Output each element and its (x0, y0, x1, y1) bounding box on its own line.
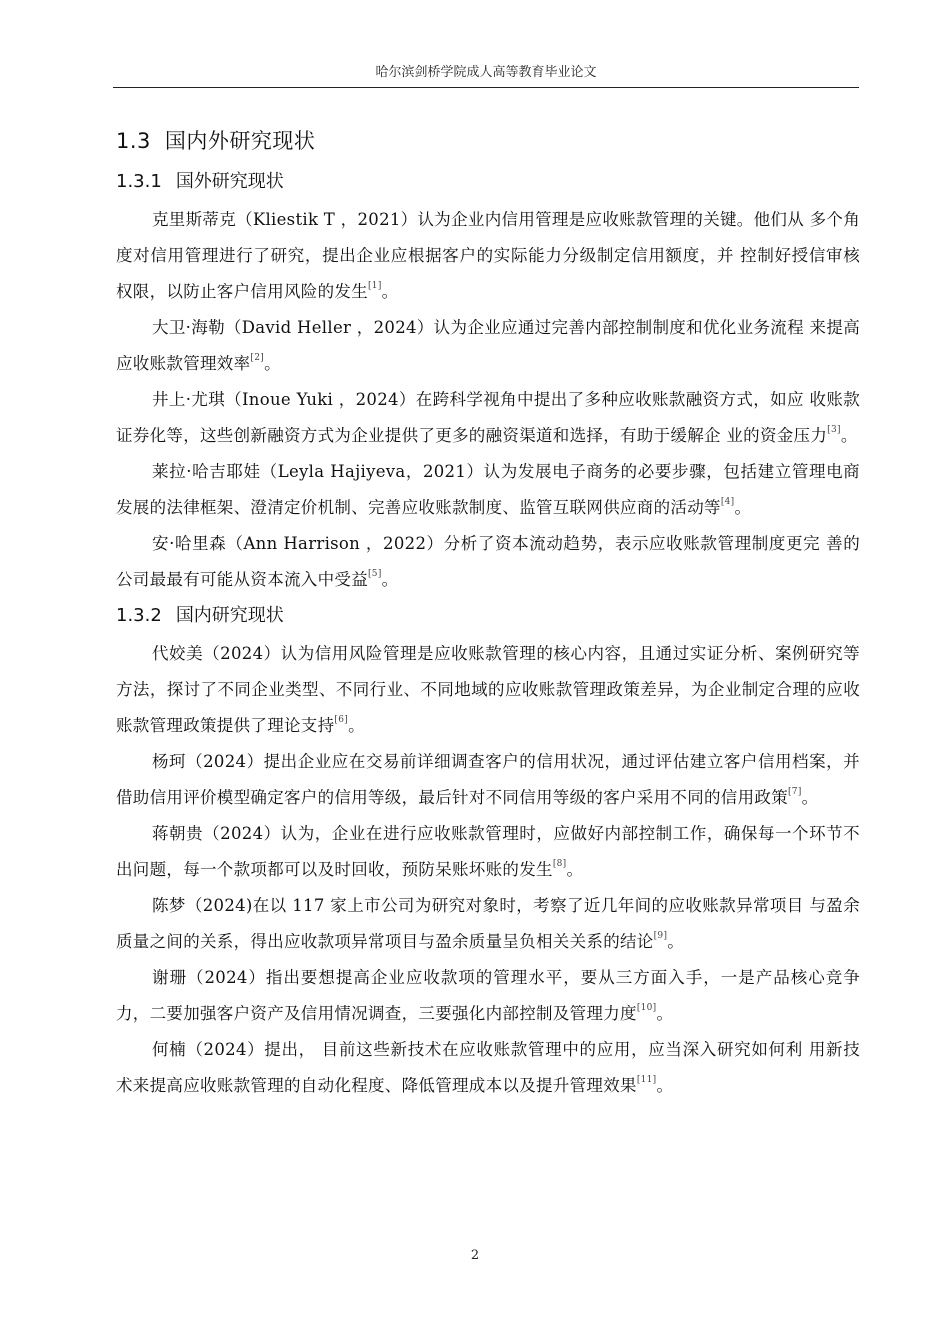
section-title: 国内外研究现状 (164, 129, 316, 153)
citation-ref: [4] (720, 497, 735, 507)
paragraph: 代姣美（2024）认为信用风险管理是应收账款管理的核心内容，且通过实证分析、案例研究等方法，探讨了不同企业类型、不同行业、不同地域的应收账款管理政策差异，为企业制定合理的应收账款管理政策提供了理论支持[6]。 (116, 644, 860, 735)
paragraph: 谢珊（2024）指出要想提高企业应收款项的管理水平，要从三方面入手，一是产品核心竞争力，二要加强客户资产及信用情况调查，三要强化内部控制及管理力度[10]。 (116, 968, 860, 1023)
citation-ref: [10] (636, 1003, 657, 1013)
subsection-title: 国外研究现状 (175, 171, 284, 192)
citation-ref: [9] (653, 931, 668, 941)
paragraph: 克里斯蒂克（Kliestik T ，2021）认为企业内信用管理是应收账款管理的关键。他们从 多个角度对信用管理进行了研究，提出企业应根据客户的实际能力分级制定信用额度，并 控制好授信审核权限，以防止客户信用风险的发生[1]。 (116, 210, 860, 301)
citation-ref: [5] (368, 569, 382, 579)
paragraph: 安·哈里森（Ann Harrison ，2022）分析了资本流动趋势，表示应收账款管理制度更完 善的公司最最有可能从资本流入中受益[5]。 (116, 534, 860, 589)
citation-ref: [6] (334, 715, 349, 725)
page-number: 2 (470, 1248, 480, 1263)
paragraph: 蒋朝贵（2024）认为，企业在进行应收账款管理时，应做好内部控制工作，确保每一个环节不出问题，每一个款项都可以及时回收，预防呆账坏账的发生[8]。 (116, 824, 860, 879)
paragraph: 大卫·海勒（David Heller ，2024）认为企业应通过完善内部控制制度和优化业务流程 来提高应收账款管理效率[2]。 (116, 318, 860, 373)
paragraph: 何楠（2024）提出， 目前这些新技术在应收账款管理中的应用，应当深入研究如何利 用新技术来提高应收账款管理的自动化程度、降低管理成本以及提升管理效果[11]。 (116, 1040, 860, 1095)
subsection-title: 国内研究现状 (175, 605, 284, 626)
citation-ref: [8] (552, 859, 567, 869)
subsection-heading (116, 168, 860, 196)
section-number: 1.3 (116, 129, 151, 153)
subsection-number: 1.3.2 (116, 605, 162, 626)
page-content (116, 118, 860, 1104)
paragraph: 井上·尤琪（Inoue Yuki ，2024）在跨科学视角中提出了多种应收账款融资方式，如应 收账款证券化等，这些创新融资方式为企业提供了更多的融资渠道和选择，有助于缓解企 业的资金压力[3]。 (116, 390, 860, 445)
subsection-heading (116, 602, 860, 630)
paragraph: 陈梦（2024)在以 117 家上市公司为研究对象时，考察了近几年间的应收账款异常项目 与盈余质量之间的关系，得出应收款项异常项目与盈余质量呈负相关关系的结论[9]。 (116, 896, 860, 951)
running-header: 哈尔滨剑桥学院成人高等教育毕业论文 (375, 65, 597, 80)
citation-ref: [7] (788, 787, 802, 797)
citation-ref: [2] (250, 353, 265, 363)
subsection-number: 1.3.1 (116, 171, 162, 192)
header-rule (113, 87, 859, 88)
citation-ref: [3] (827, 425, 841, 435)
paragraph: 莱拉·哈吉耶娃（Leyla Hajiyeva，2021）认为发展电子商务的必要步骤，包括建立管理电商发展的法律框架、澄清定价机制、完善应收账款制度、监管互联网供应商的活动等[4]。 (116, 462, 860, 517)
citation-ref: [1] (368, 281, 382, 291)
paragraph: 杨珂（2024）提出企业应在交易前详细调查客户的信用状况，通过评估建立客户信用档案，并借助信用评价模型确定客户的信用等级，最后针对不同信用等级的客户采用不同的信用政策[7]。 (116, 752, 860, 807)
section-heading (116, 126, 860, 156)
citation-ref: [11] (636, 1075, 657, 1085)
